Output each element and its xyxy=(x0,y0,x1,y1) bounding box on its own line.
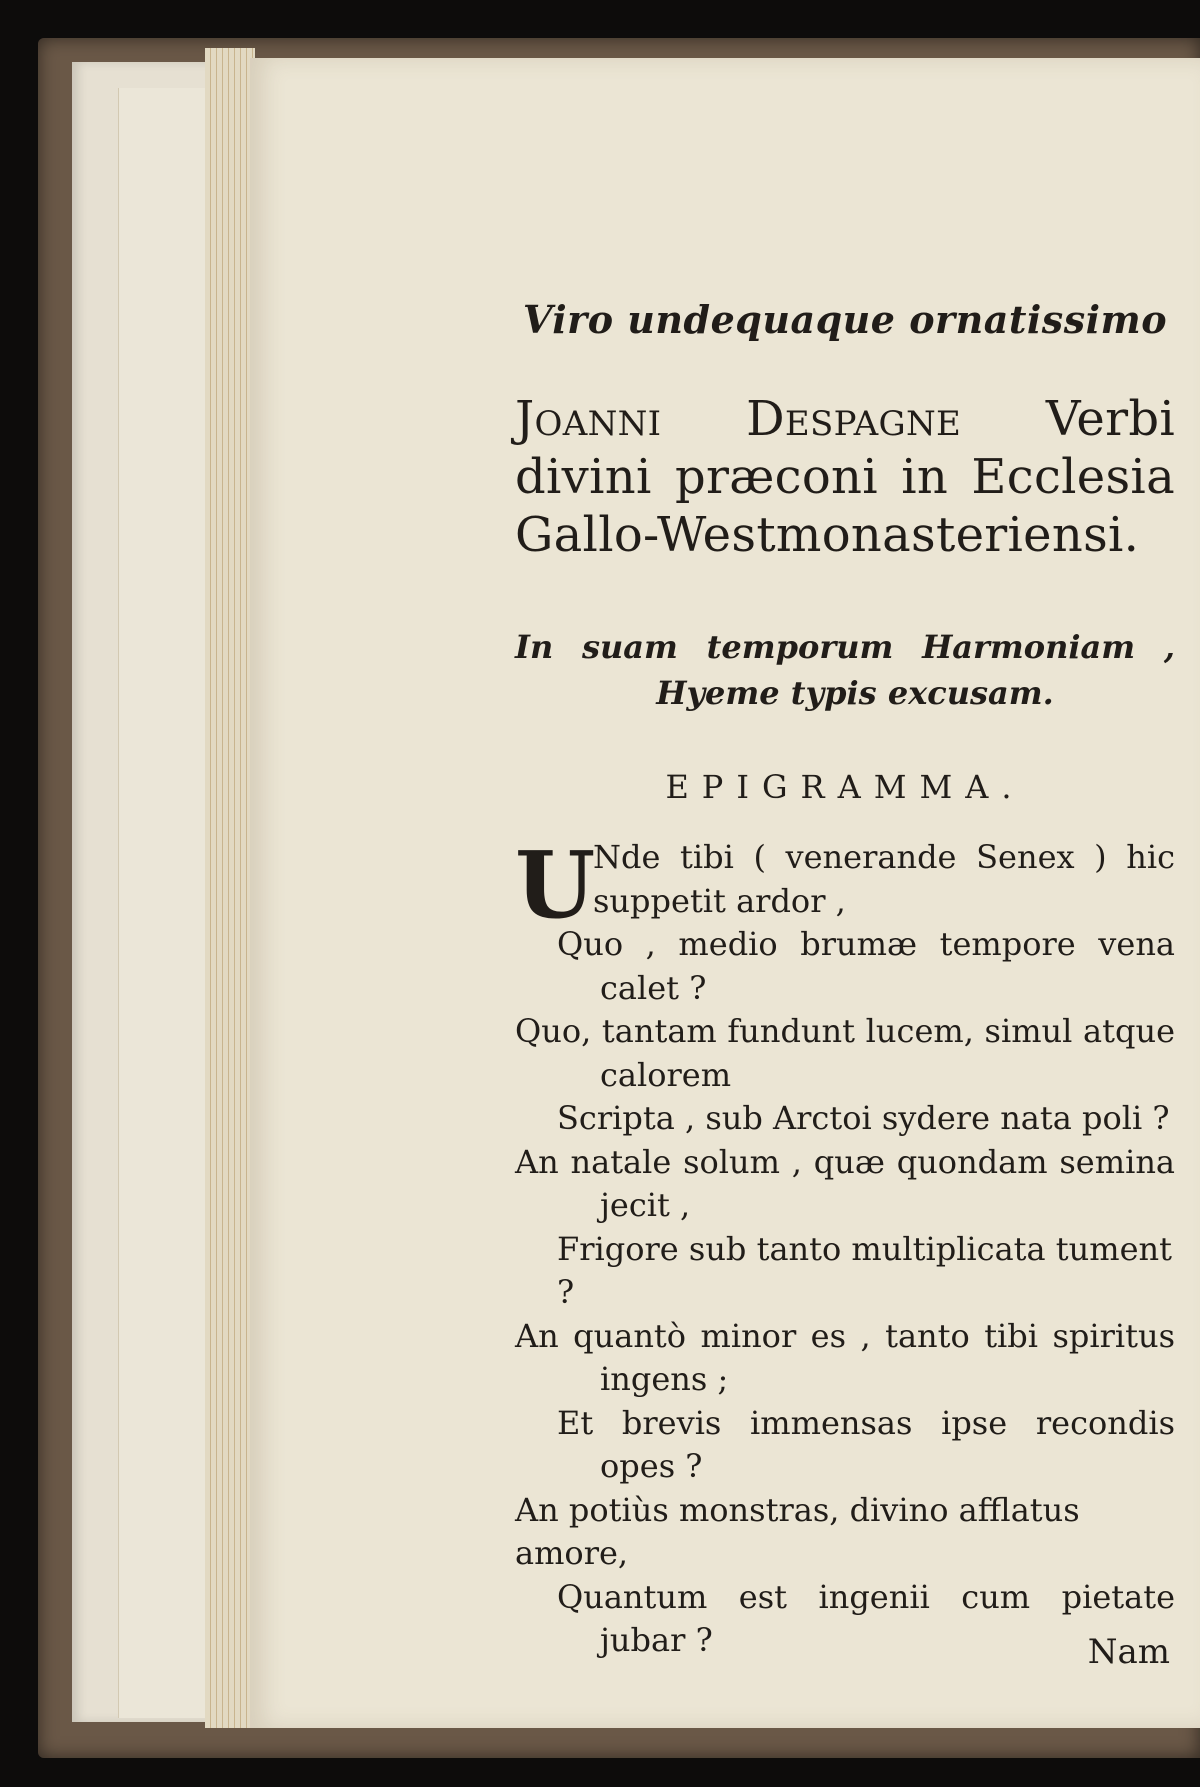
verse-continuation: jubar ? xyxy=(600,1621,713,1659)
verse-line: An potiùs monstras, divino afflatus amore, xyxy=(515,1490,1080,1572)
verse-line: An quantò minor es , tanto tibi spiritus xyxy=(515,1316,1175,1355)
verse-line: Quo , medio brumæ tempore vena xyxy=(557,925,1175,963)
verse-continuation: ingens ; xyxy=(600,1360,729,1398)
verse-continuation: suppetit ardor , xyxy=(593,881,846,920)
addressee-block xyxy=(515,390,1175,564)
addressee-last-name: Despagne xyxy=(746,391,962,447)
verse-line: Quantum est ingenii cum pietate xyxy=(557,1577,1175,1616)
drop-capital: U xyxy=(515,831,596,939)
page-text xyxy=(515,290,1175,1663)
verse-line: Nde tibi ( venerande Senex ) hic xyxy=(593,838,1175,876)
verse xyxy=(515,831,1175,939)
verse xyxy=(515,1402,1175,1489)
verse-line: Frigore sub tanto multiplicata tument ? xyxy=(557,1229,1172,1311)
epigram xyxy=(515,831,1175,1663)
verse-continuation: calorem xyxy=(600,1055,732,1094)
subtitle-line-2: Hyeme typis excusam. xyxy=(656,674,1054,712)
subtitle xyxy=(515,624,1175,716)
page-edges xyxy=(205,48,255,1728)
verse xyxy=(515,1489,1175,1576)
verse-line: Et brevis immensas ipse recondis xyxy=(557,1403,1175,1442)
verse-line: Quo, tantam fundunt lucem, simul atque xyxy=(515,1012,1175,1050)
addressee-title: Verbi divini præconi in Ecclesia Gallo-Westmonasteriensi. xyxy=(515,391,1176,563)
verse-continuation: jecit , xyxy=(600,1186,691,1224)
verse xyxy=(515,1228,1175,1315)
fore-edge-leaf xyxy=(118,88,210,1718)
subtitle-line-1 xyxy=(515,624,1175,670)
catchword: Nam xyxy=(1087,1632,1170,1672)
verse xyxy=(515,1097,1175,1141)
subtitle-word: suam xyxy=(581,628,678,666)
subtitle-word: Harmoniam xyxy=(922,628,1136,666)
verse xyxy=(515,923,1175,1010)
dedication-line: Viro undequaque ornatissimo xyxy=(522,297,1168,342)
addressee-first-name: Joanni xyxy=(515,391,662,447)
verse-line: An natale solum , quæ quondam semina xyxy=(515,1142,1175,1181)
verse xyxy=(515,1576,1175,1663)
verse xyxy=(515,1315,1175,1402)
verse-continuation: opes ? xyxy=(600,1447,703,1485)
subtitle-word: temporum xyxy=(706,628,894,666)
verse-line: Scripta , sub Arctoi sydere nata poli ? xyxy=(557,1099,1170,1137)
verse-continuation: calet ? xyxy=(600,968,707,1007)
subtitle-word: In xyxy=(515,628,554,666)
section-heading: EPIGRAMMA. xyxy=(665,768,1025,806)
verse xyxy=(515,1010,1175,1097)
subtitle-word: , xyxy=(1163,628,1175,666)
verse xyxy=(515,1141,1175,1228)
